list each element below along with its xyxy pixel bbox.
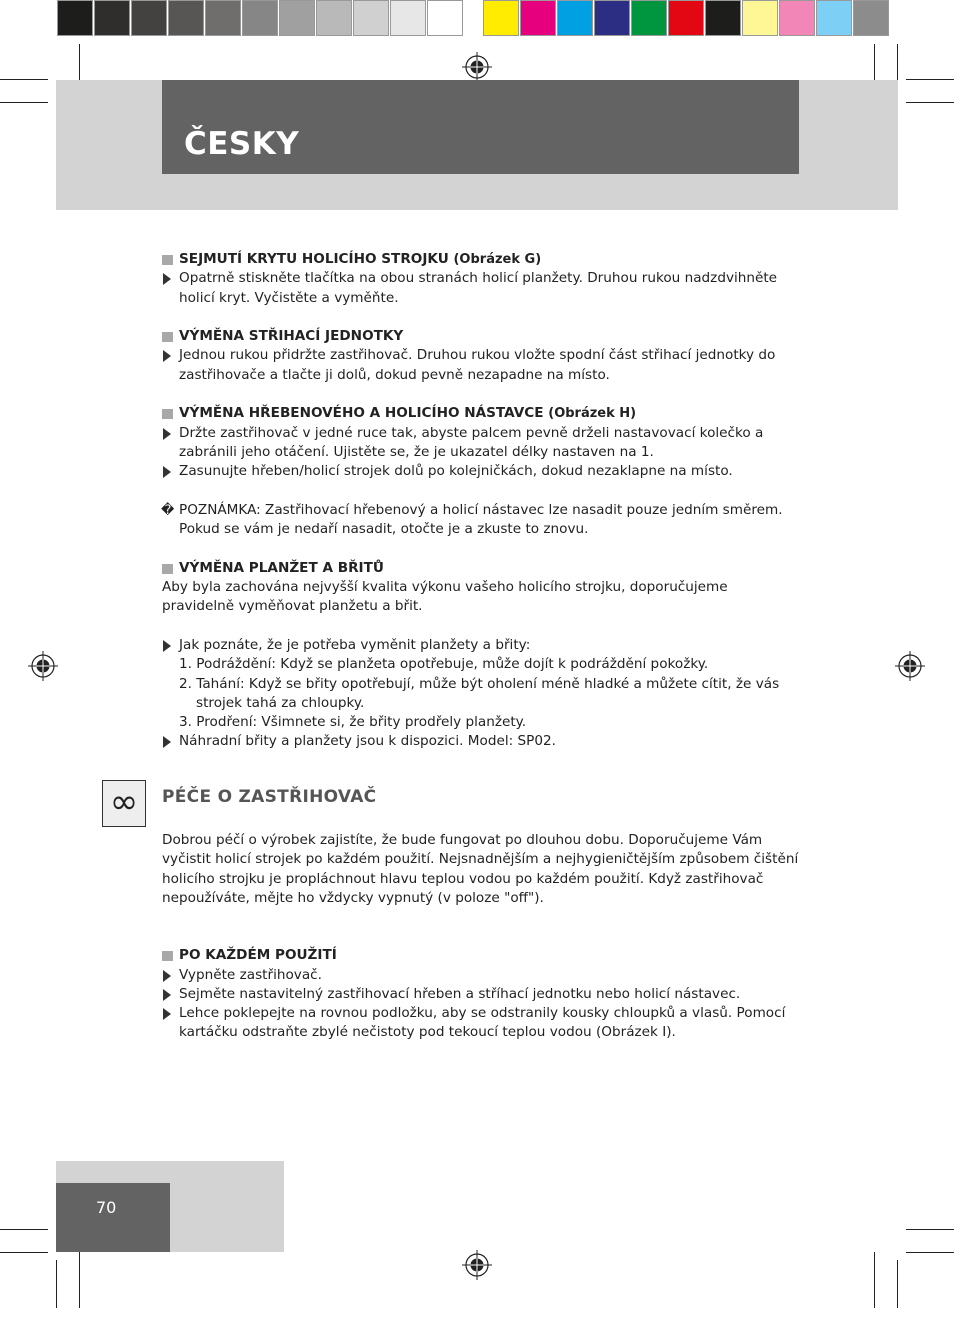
color-swatch bbox=[483, 0, 519, 36]
color-swatch bbox=[557, 0, 593, 36]
numbered-item-continuation: strojek tahá za chloupky. bbox=[196, 694, 365, 711]
registration-mark-icon bbox=[28, 651, 58, 681]
list-item: Jednou rukou přidržte zastřihovač. Druhou rukou vložte spodní část střihací jednotky do zastřihovače a tlačte ji dolů, dokud pevně nezapadne na místo. bbox=[162, 346, 802, 385]
paragraph: Dobrou péčí o výrobek zajistíte, že bude fungovat po dlouhou dobu. Doporučujeme Vám vyčistit holicí strojek po každém použití. Nejsnadnějším a nejhygieničtějším způsobem čištění holicího strojku je propláchnout hlavu teplou vodou po každém použití. Když zastřihovač nepoužíváte, mějte ho vždycky vypnutý (v poloze "off"). bbox=[162, 832, 799, 906]
color-swatch bbox=[631, 0, 667, 36]
color-swatch bbox=[668, 0, 704, 36]
color-swatch bbox=[779, 0, 815, 36]
numbered-item: 2. Tahání: Když se břity opotřebují, může být oholení méně hladké a můžete cítit, že vás bbox=[179, 675, 780, 692]
infinity-icon: ∞ bbox=[102, 780, 146, 827]
section-heading-after-use: PO KAŽDÉM POUŽITÍ bbox=[162, 946, 802, 965]
registration-mark-icon bbox=[462, 52, 492, 82]
process-color-bar bbox=[483, 0, 890, 38]
page-number: 70 bbox=[96, 1198, 117, 1217]
section-heading-replace-foils: VÝMĚNA PLANŽET A BŘITŮ bbox=[162, 559, 802, 578]
numbered-item: 3. Prodření: Všimnete si, že břity prodřely planžety. bbox=[179, 714, 527, 731]
paragraph: Aby byla zachována nejvyšší kvalita výkonu vašeho holicího strojku, doporučujeme pravidelně vyměňovat planžetu a břit. bbox=[162, 579, 728, 615]
registration-mark-icon bbox=[895, 651, 925, 681]
section-heading-replace-comb: VÝMĚNA HŘEBENOVÉHO A HOLICÍHO NÁSTAVCE (Obrázek H) bbox=[162, 404, 802, 423]
list-item: Lehce poklepejte na rovnou podložku, aby se odstranily kousky chloupků a vlasů. Pomocí kartáčku odstraňte zbylé nečistoty pod tekoucí teplou vodou (Obrázek I). bbox=[162, 1004, 802, 1043]
registration-mark-icon bbox=[462, 1250, 492, 1280]
list-item: Vypněte zastřihovač. bbox=[162, 966, 802, 985]
gray-swatch bbox=[279, 0, 315, 36]
list-item: Zasunujte hřeben/holicí strojek dolů po kolejničkách, dokud nezaklapne na místo. bbox=[162, 462, 802, 481]
page-title: ČESKY bbox=[184, 126, 300, 162]
gray-swatch bbox=[168, 0, 204, 36]
section-heading-replace-cutter: VÝMĚNA STŘIHACÍ JEDNOTKY bbox=[162, 327, 802, 346]
list-item: Jak poznáte, že je potřeba vyměnit planžety a břity: bbox=[162, 636, 802, 655]
gray-swatch bbox=[427, 0, 463, 36]
section-heading-remove-cover: SEJMUTÍ KRYTU HOLICÍHO STROJKU (Obrázek G) bbox=[162, 250, 802, 269]
gray-swatch bbox=[57, 0, 93, 36]
gray-swatch bbox=[353, 0, 389, 36]
list-item: Náhradní břity a planžety jsou k dispozici. Model: SP02. bbox=[162, 732, 802, 751]
gray-swatch bbox=[390, 0, 426, 36]
note: � POZNÁMKA: Zastřihovací hřebenový a holicí nástavec lze nasadit pouze jedním směrem. Pokud se vám je nedaří nasadit, otočte je a zkuste to znovu. bbox=[161, 501, 783, 538]
gray-swatch bbox=[131, 0, 167, 36]
list-item: Sejměte nastavitelný zastřihovací hřeben a stříhací jednotku nebo holicí nástavec. bbox=[162, 985, 802, 1004]
gray-swatch bbox=[242, 0, 278, 36]
color-swatch bbox=[594, 0, 630, 36]
list-item: Držte zastřihovač v jedné ruce tak, abyste palcem pevně drželi nastavovací kolečko a zabránili jeho otáčení. Ujistěte se, že je ukazatel délky nastaven na 1. bbox=[162, 424, 802, 463]
note-icon: � bbox=[161, 502, 175, 518]
color-swatch bbox=[520, 0, 556, 36]
color-swatch bbox=[742, 0, 778, 36]
grayscale-color-bar bbox=[57, 0, 464, 38]
gray-swatch bbox=[205, 0, 241, 36]
gray-swatch bbox=[94, 0, 130, 36]
main-content bbox=[162, 250, 802, 1043]
section-title-care: PÉČE O ZASTŘIHOVAČ bbox=[162, 786, 377, 807]
numbered-item: 1. Podráždění: Když se planžeta opotřebuje, může dojít k podráždění pokožky. bbox=[179, 656, 709, 673]
list-item: Opatrně stiskněte tlačítka na obou stranách holicí planžety. Druhou rukou nadzdvihněte holicí kryt. Vyčistěte a vyměňte. bbox=[162, 269, 802, 308]
gray-swatch bbox=[316, 0, 352, 36]
color-swatch bbox=[705, 0, 741, 36]
color-swatch bbox=[816, 0, 852, 36]
footer-box bbox=[56, 1183, 170, 1252]
color-swatch bbox=[853, 0, 889, 36]
